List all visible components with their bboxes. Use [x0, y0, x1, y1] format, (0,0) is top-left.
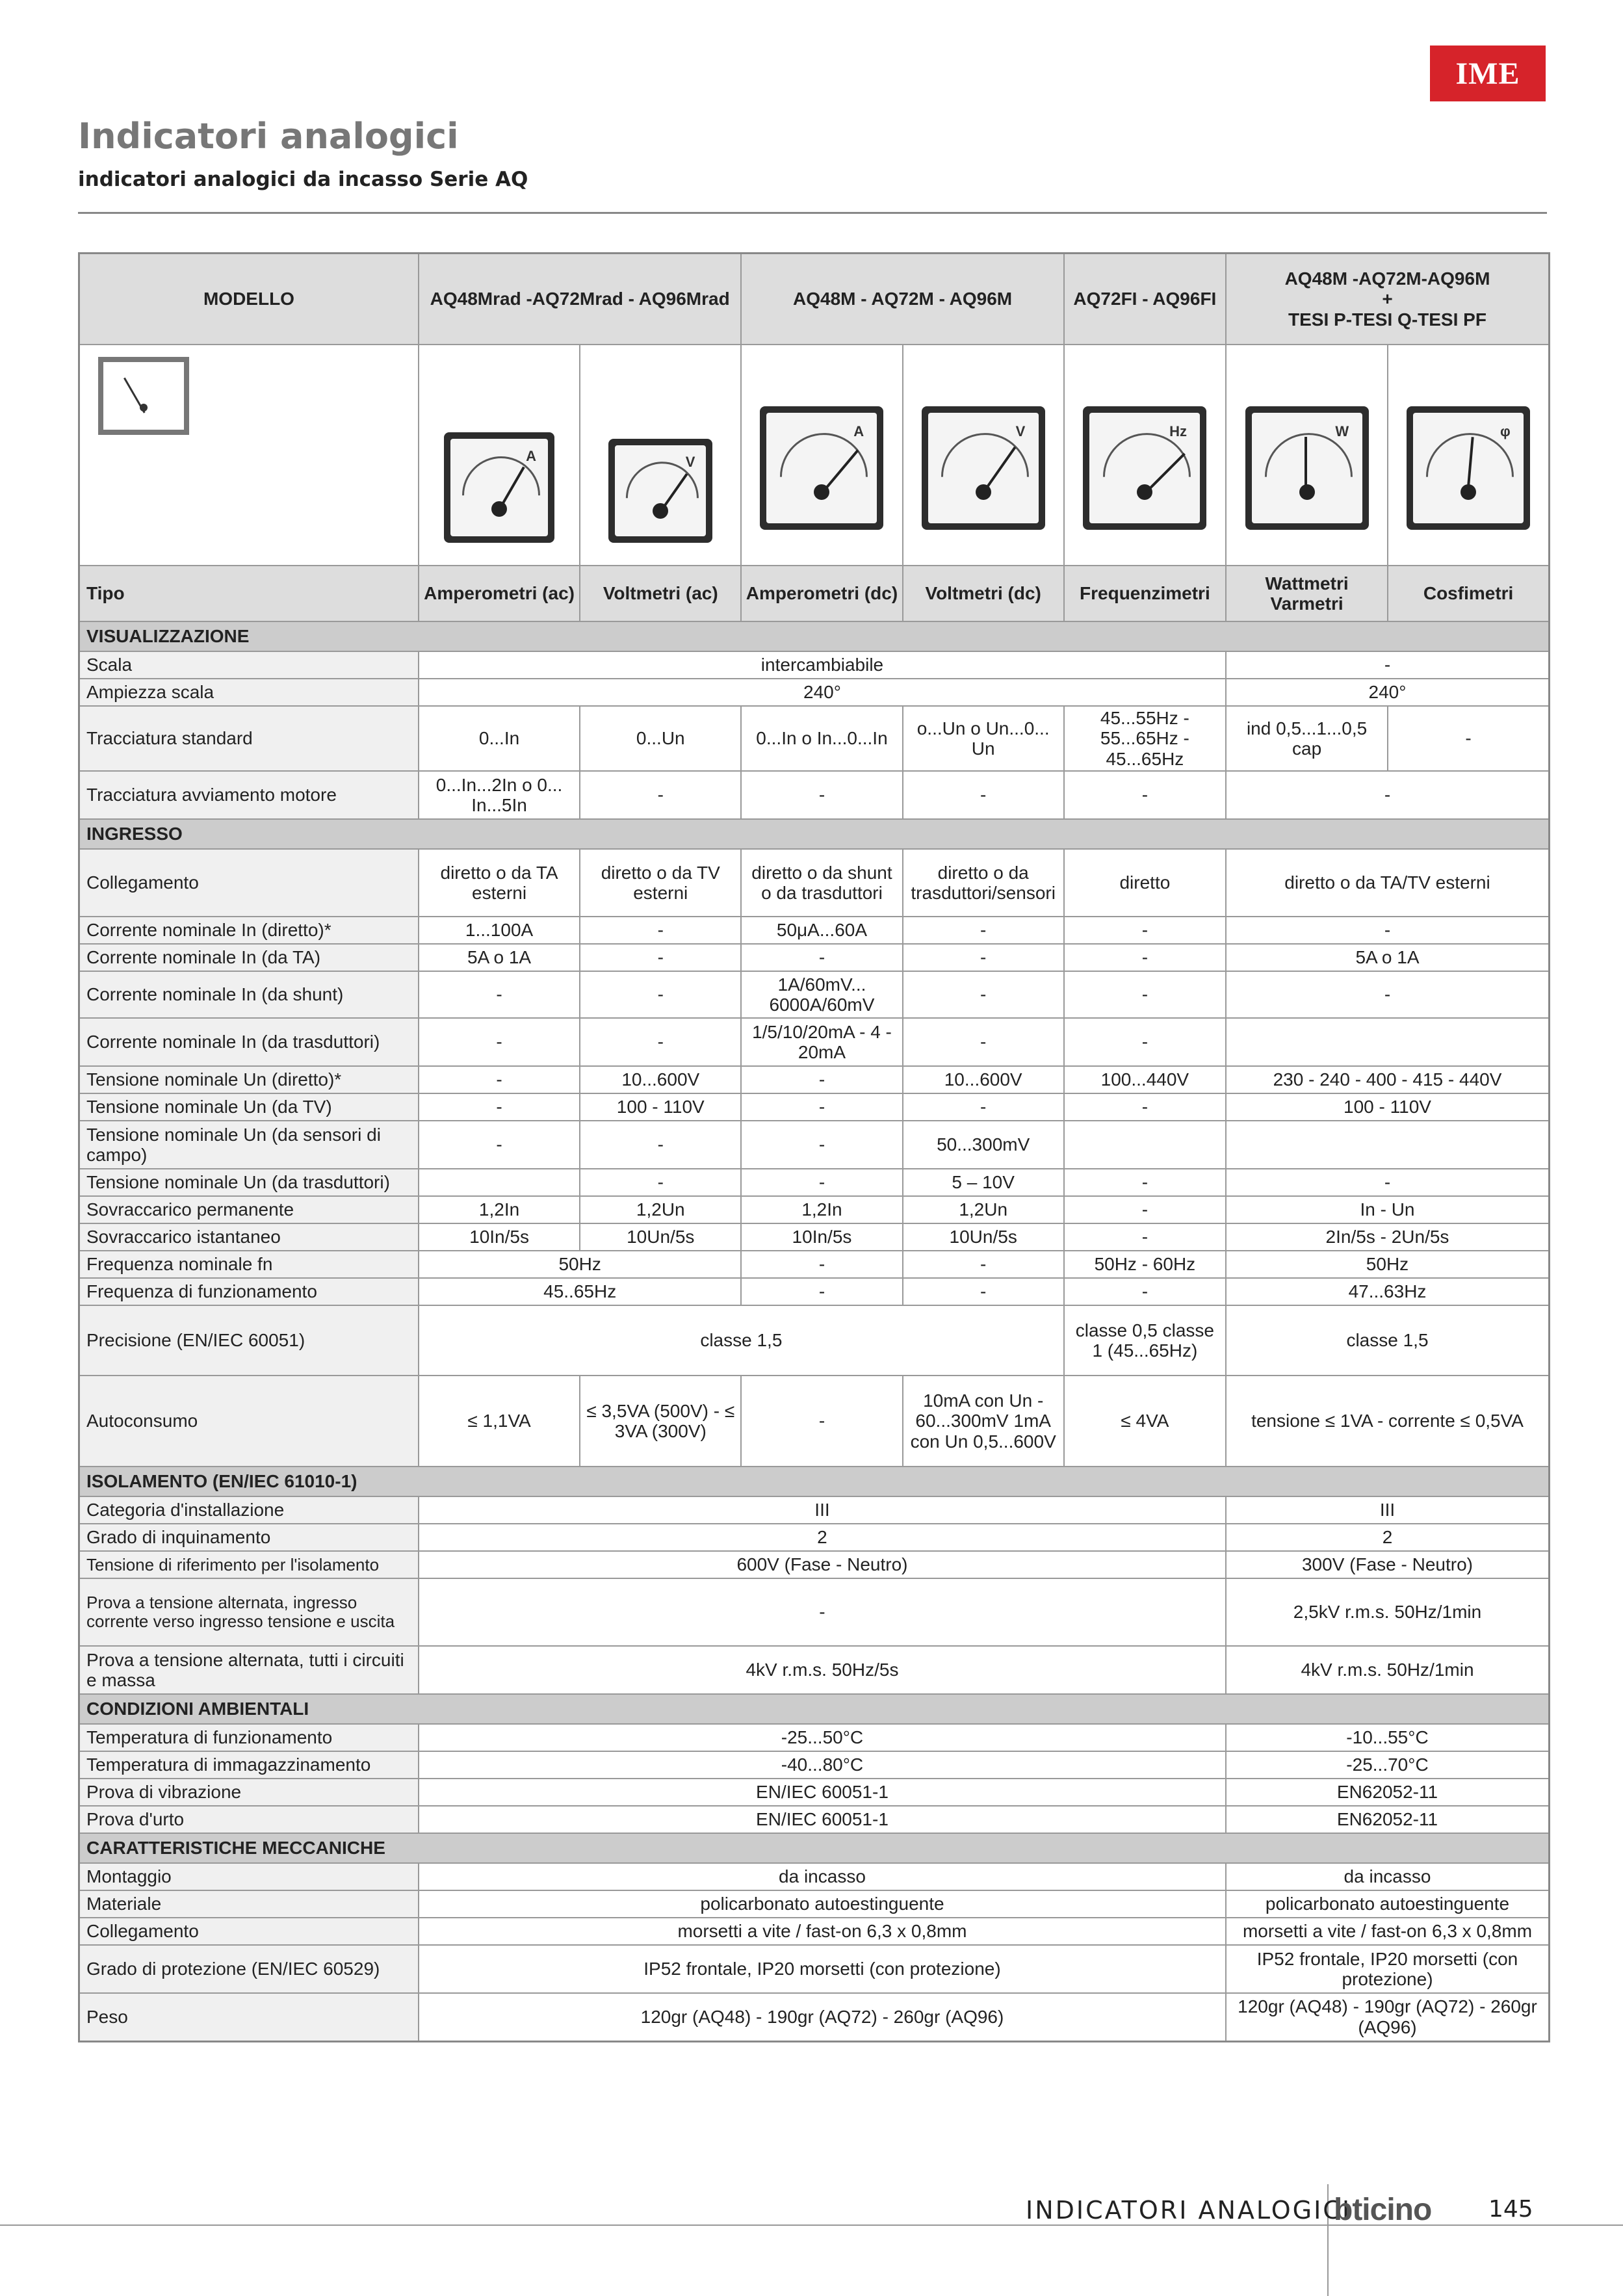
header-col3: AQ72FI - AQ96FI: [1064, 254, 1226, 345]
table-row: Tracciatura avviamento motore 0...In...2In o 0... In...5In - - - - -: [79, 771, 1550, 819]
page-number: 145: [1488, 2196, 1533, 2223]
wattmeter-image: W: [1245, 406, 1369, 530]
table-row: Tracciatura standard 0...In 0...Un 0...In o In...0...In o...Un o Un...0... Un 45...55Hz - 55...65Hz - 45...65Hz ind 0,5...1...0,5 cap -: [79, 706, 1550, 771]
table-row: Grado di inquinamento 2 2: [79, 1524, 1550, 1551]
ime-logo: IME: [1430, 46, 1546, 101]
meter-photo-cell: [741, 345, 902, 566]
section-visualizzazione: VISUALIZZAZIONE: [79, 621, 1550, 651]
tipo-ammeter-dc: Amperometri (dc): [741, 566, 902, 621]
cosphi-meter-image: φ: [1407, 406, 1530, 530]
voltmeter-dc-image: V: [922, 406, 1045, 530]
header-col1: AQ48Mrad -AQ72Mrad - AQ96Mrad: [419, 254, 741, 345]
table-row: Corrente nominale In (diretto)* 1...100A - 50μA...60A - - -: [79, 917, 1550, 944]
tipo-frequency: Frequenzimetri: [1064, 566, 1226, 621]
voltmeter-ac-image: V: [608, 439, 712, 543]
section-caratteristiche-meccaniche: CARATTERISTICHE MECCANICHE: [79, 1833, 1550, 1863]
frequency-meter-image: Hz: [1083, 406, 1206, 530]
table-row: Temperatura di funzionamento -25...50°C -10...55°C: [79, 1724, 1550, 1751]
section-condizioni-ambientali: CONDIZIONI AMBIENTALI: [79, 1694, 1550, 1724]
table-row: Collegamento morsetti a vite / fast-on 6,3 x 0,8mm morsetti a vite / fast-on 6,3 x 0,8mm: [79, 1918, 1550, 1945]
tipo-voltmeter-ac: Voltmetri (ac): [580, 566, 741, 621]
table-row: Tensione di riferimento per l'isolamento 600V (Fase - Neutro) 300V (Fase - Neutro): [79, 1551, 1550, 1578]
table-row: Prova a tensione alternata, tutti i circuiti e massa 4kV r.m.s. 50Hz/5s 4kV r.m.s. 50Hz/1min: [79, 1646, 1550, 1694]
table-row: Tensione nominale Un (da sensori di campo) - - - 50...300mV: [79, 1121, 1550, 1169]
tipo-voltmeter-dc: Voltmetri (dc): [903, 566, 1064, 621]
table-row: Montaggio da incasso da incasso: [79, 1863, 1550, 1890]
table-row: Corrente nominale In (da shunt) - - 1A/60mV... 6000A/60mV - - -: [79, 971, 1550, 1018]
table-row: Scala intercambiabile -: [79, 651, 1550, 679]
table-row: Corrente nominale In (da TA) 5A o 1A - - - - 5A o 1A: [79, 944, 1550, 971]
section-ingresso: INGRESSO: [79, 819, 1550, 849]
table-row: Collegamento diretto o da TA esterni diretto o da TV esterni diretto o da shunt o da trasduttori diretto o da trasduttori/sensori diretto diretto o da TA/TV esterni: [79, 849, 1550, 917]
table-row: Tensione nominale Un (da trasduttori) - - 5 – 10V - -: [79, 1169, 1550, 1196]
page-subtitle: indicatori analogici da incasso Serie AQ: [78, 168, 528, 191]
table-row: Peso 120gr (AQ48) - 190gr (AQ72) - 260gr (AQ96) 120gr (AQ48) - 190gr (AQ72) - 260gr (AQ96): [79, 1993, 1550, 2041]
header-modello: MODELLO: [79, 254, 419, 345]
analog-meter-icon: [98, 357, 189, 435]
tipo-label: Tipo: [79, 566, 419, 621]
table-row: Sovraccarico istantaneo 10In/5s 10Un/5s 10In/5s 10Un/5s - 2In/5s - 2Un/5s: [79, 1223, 1550, 1251]
page-title: Indicatori analogici: [78, 116, 459, 157]
table-row: Grado di protezione (EN/IEC 60529) IP52 frontale, IP20 morsetti (con protezione) IP52 frontale, IP20 morsetti (con protezione): [79, 1945, 1550, 1993]
table-row: Sovraccarico permanente 1,2In 1,2Un 1,2In 1,2Un - In - Un: [79, 1196, 1550, 1223]
meter-photo-cell: [580, 345, 741, 566]
table-row: Temperatura di immagazzinamento -40...80°C -25...70°C: [79, 1751, 1550, 1779]
ammeter-dc-image: A: [760, 406, 883, 530]
table-row: Tensione nominale Un (da TV) - 100 - 110V - - - 100 - 110V: [79, 1093, 1550, 1121]
meter-photo-cell: [903, 345, 1064, 566]
meter-photo-cell: [419, 345, 580, 566]
table-row: Prova di vibrazione EN/IEC 60051-1 EN62052-11: [79, 1779, 1550, 1806]
meter-icon-cell: [79, 345, 419, 566]
table-row: Frequenza di funzionamento 45..65Hz - - - 47...63Hz: [79, 1278, 1550, 1305]
table-row: Frequenza nominale fn 50Hz - - 50Hz - 60Hz 50Hz: [79, 1251, 1550, 1278]
section-isolamento: ISOLAMENTO (EN/IEC 61010-1): [79, 1467, 1550, 1496]
tipo-ammeter-ac: Amperometri (ac): [419, 566, 580, 621]
table-row: Autoconsumo ≤ 1,1VA ≤ 3,5VA (500V) - ≤ 3VA (300V) - 10mA con Un - 60...300mV 1mA con Un 0,5...600V ≤ 4VA tensione ≤ 1VA - corrente ≤ 0,5VA: [79, 1376, 1550, 1467]
title-divider: [78, 212, 1547, 214]
tipo-cosphi: Cosfimetri: [1388, 566, 1549, 621]
meter-photo-cell: [1388, 345, 1549, 566]
table-row: Prova d'urto EN/IEC 60051-1 EN62052-11: [79, 1806, 1550, 1833]
table-row: Precisione (EN/IEC 60051) classe 1,5 classe 0,5 classe 1 (45...65Hz) classe 1,5: [79, 1305, 1550, 1376]
table-row: Prova a tensione alternata, ingresso corrente verso ingresso tensione e uscita - 2,5kV r.m.s. 50Hz/1min: [79, 1578, 1550, 1646]
meter-photo-cell: [1064, 345, 1226, 566]
bticino-logo: bticino: [1334, 2193, 1432, 2227]
table-row: Ampiezza scala 240° 240°: [79, 679, 1550, 706]
meter-photo-cell: [1226, 345, 1388, 566]
header-col2: AQ48M - AQ72M - AQ96M: [741, 254, 1063, 345]
tipo-wattmeter: Wattmetri Varmetri: [1226, 566, 1388, 621]
table-row: Corrente nominale In (da trasduttori) - - 1/5/10/20mA - 4 - 20mA - -: [79, 1018, 1550, 1066]
table-row: Categoria d'installazione III III: [79, 1496, 1550, 1524]
table-row: Tensione nominale Un (diretto)* - 10...600V - 10...600V 100...440V 230 - 240 - 400 - 415 - 440V: [79, 1066, 1550, 1093]
header-col4: AQ48M -AQ72M-AQ96M + TESI P-TESI Q-TESI PF: [1226, 254, 1550, 345]
footer-section-label: INDICATORI ANALOGICI: [1026, 2196, 1352, 2224]
ammeter-ac-image: A: [444, 432, 554, 543]
spec-table: [78, 252, 1550, 2042]
table-row: Materiale policarbonato autoestinguente policarbonato autoestinguente: [79, 1890, 1550, 1918]
